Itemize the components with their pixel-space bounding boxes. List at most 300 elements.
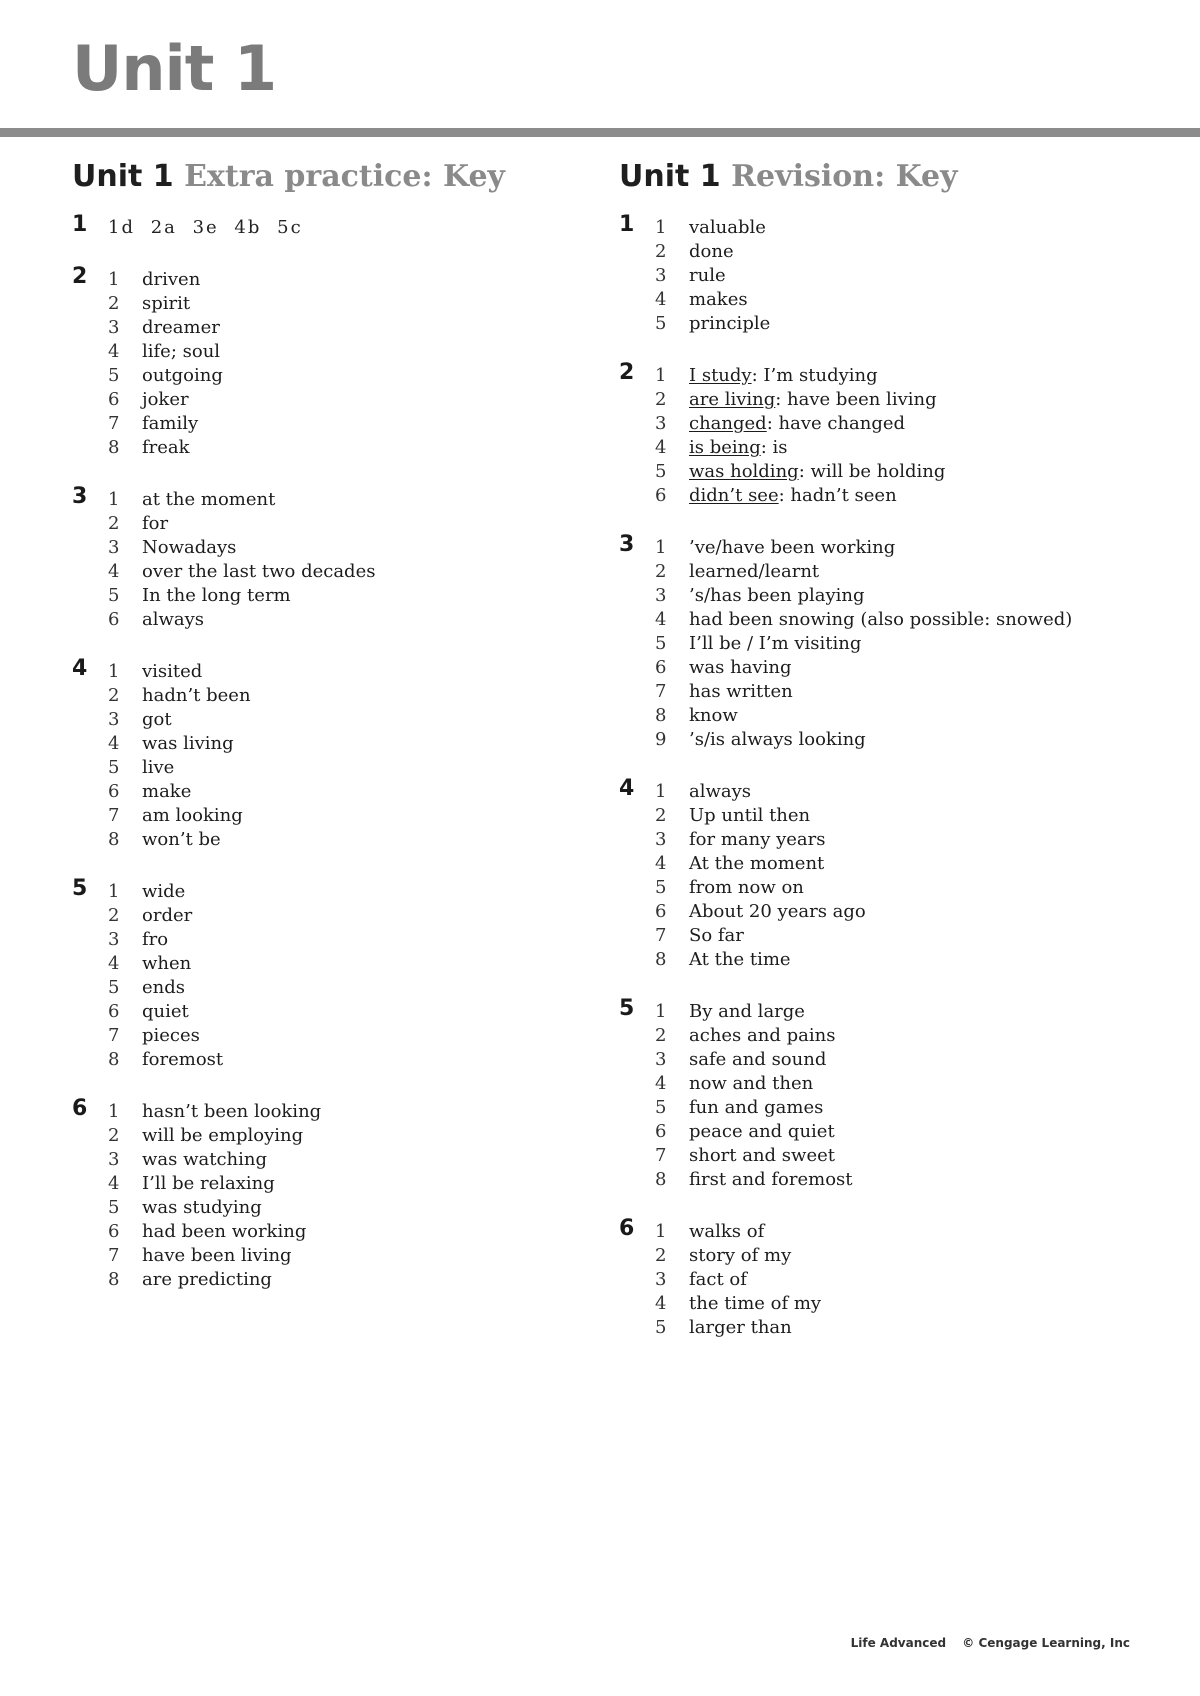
answer-item [108,904,592,928]
answer-text [689,240,734,264]
answer-item [655,560,1139,584]
answer-value: peace and quiet [689,1121,835,1142]
answer-text [689,1048,826,1072]
answer-text [142,412,198,436]
answer-text [142,388,189,412]
answer-value: always [142,609,205,630]
answer-text [689,632,861,656]
answer-text [142,488,275,512]
underlined-answer: changed [689,413,767,434]
answer-item [108,436,592,460]
item-number: 6 [108,781,120,802]
answer-text [689,436,788,460]
item-number: 8 [655,1169,667,1190]
answer-text [689,1244,791,1268]
answer-item [655,804,1139,828]
answer-item [655,388,1139,412]
answer-value: done [689,241,734,262]
answer-value: know [689,705,738,726]
answer-value: story of my [689,1245,792,1266]
item-number: 7 [108,1025,120,1046]
answer-item [108,780,592,804]
answer-sections [72,212,592,1292]
extra-practice-key-column [72,158,592,1320]
answer-text [689,1220,764,1244]
answer-value: always [689,781,752,802]
item-number: 5 [108,1197,120,1218]
answer-item [108,340,592,364]
answer-item [108,732,592,756]
answer-item [108,756,592,780]
answer-item [108,880,592,904]
answer-value: was watching [142,1149,268,1170]
answer-text [142,904,192,928]
answer-value: In the long term [142,585,291,606]
item-number: 3 [655,1269,667,1290]
answer-value: Up until then [689,805,811,826]
answer-text [689,264,726,288]
item-number: 3 [655,1049,667,1070]
footer-copyright: © Cengage Learning, Inc [962,1636,1130,1650]
answer-value: About 20 years ago [689,901,866,922]
answer-value: quiet [142,1001,189,1022]
answer-item [108,292,592,316]
item-number: 8 [655,949,667,970]
item-number: 1 [655,537,667,558]
item-number: 4 [655,853,667,874]
exercise-number: 3 [619,532,635,557]
item-number: 5 [655,633,667,654]
answer-item [108,1000,592,1024]
answer-value: principle [689,313,771,334]
answer-item [655,1244,1139,1268]
answer-value: was having [689,657,792,678]
exercise-section [619,776,1139,972]
answer-text [689,1096,823,1120]
answer-item [655,1268,1139,1292]
exercise-number: 2 [619,360,635,385]
answer-value: had been snowing (also possible: snowed) [689,609,1073,630]
answer-text [689,1292,821,1316]
answer-value: short and sweet [689,1145,835,1166]
answer-item [655,1000,1139,1024]
revision-heading [619,158,1139,196]
answer-item [108,952,592,976]
answer-value: won’t be [142,829,221,850]
exercise-number: 6 [72,1096,88,1121]
item-number: 4 [655,1073,667,1094]
answer-value: foremost [142,1049,224,1070]
answer-value: makes [689,289,748,310]
answer-value: ’s/has been playing [689,585,865,606]
exercise-section [619,1216,1139,1340]
answer-item [108,412,592,436]
item-number: 5 [655,1317,667,1338]
answer-text [142,756,174,780]
answer-item [108,660,592,684]
exercise-number: 1 [619,212,635,237]
answer-text [142,536,236,560]
answer-value: dreamer [142,317,220,338]
answer-item [655,728,1139,752]
item-number: 3 [108,709,120,730]
answer-value: from now on [689,877,804,898]
exercise-section [72,484,592,632]
answer-text [142,684,251,708]
answer-sections [619,212,1139,1340]
answer-item [108,488,592,512]
answer-text [689,288,748,312]
item-number: 4 [108,341,120,362]
item-number: 2 [655,1025,667,1046]
answer-item [108,1172,592,1196]
answer-item [655,1096,1139,1120]
answer-text [142,584,291,608]
item-number: 2 [108,905,120,926]
item-number: 9 [655,729,667,750]
answer-text [689,680,793,704]
answer-value: ’s/is always looking [689,729,866,750]
item-number: 1 [655,1221,667,1242]
answer-item [108,584,592,608]
item-number: 8 [655,705,667,726]
answer-item [655,828,1139,852]
answer-text [689,1144,835,1168]
item-number: 4 [655,609,667,630]
exercise-section [619,532,1139,752]
answer-value: At the moment [689,853,825,874]
answer-text [142,340,220,364]
item-number: 6 [655,901,667,922]
answer-value: larger than [689,1317,792,1338]
answer-value: I’ll be relaxing [142,1173,275,1194]
item-number: 2 [655,241,667,262]
answer-text [689,1316,792,1340]
item-number: 3 [108,317,120,338]
answer-value: I’ll be / I’m visiting [689,633,862,654]
answer-text [142,1048,223,1072]
answer-value: valuable [689,217,766,238]
item-number: 7 [108,413,120,434]
item-number: 5 [655,313,667,334]
answer-value: has written [689,681,793,702]
answer-value: rule [689,265,726,286]
answer-text [142,928,168,952]
answer-text [142,1148,267,1172]
answer-item [655,240,1139,264]
answer-item [108,1196,592,1220]
answer-item [655,704,1139,728]
answer-text [689,584,865,608]
item-number: 6 [655,657,667,678]
underlined-answer: I study [689,365,752,386]
answer-value: : have been living [775,389,937,410]
item-number: 4 [655,437,667,458]
answer-value: driven [142,269,201,290]
item-number: 6 [655,485,667,506]
answer-value: hadn’t been [142,685,251,706]
answer-text [142,804,243,828]
answer-text [689,704,738,728]
answer-text [689,924,744,948]
answer-text [142,316,220,340]
answer-item [108,1024,592,1048]
answer-value: : I’m studying [751,365,878,386]
answer-text [142,708,172,732]
exercise-section [72,876,592,1072]
answer-value: over the last two decades [142,561,376,582]
answer-item [655,608,1139,632]
exercise-section [72,1096,592,1292]
answer-text [689,948,791,972]
answer-item [655,1292,1139,1316]
answer-value: am looking [142,805,243,826]
answer-value: By and large [689,1001,805,1022]
answer-item [655,680,1139,704]
item-number: 3 [655,413,667,434]
item-number: 5 [108,757,120,778]
item-number: 5 [655,461,667,482]
answer-item [655,656,1139,680]
item-number: 4 [655,1293,667,1314]
item-number: 1 [655,781,667,802]
answer-value: family [142,413,199,434]
item-number: 7 [655,1145,667,1166]
answer-value: joker [142,389,189,410]
item-number: 2 [108,685,120,706]
answer-value: Nowadays [142,537,237,558]
answer-item [655,264,1139,288]
item-number: 6 [108,609,120,630]
answer-value: now and then [689,1073,814,1094]
answer-value: fro [142,929,169,950]
item-number: 4 [108,1173,120,1194]
exercise-section [72,656,592,852]
answer-text [689,780,751,804]
answer-item [108,1100,592,1124]
answer-value: learned/learnt [689,561,820,582]
item-number: 5 [108,585,120,606]
item-number: 4 [108,561,120,582]
answer-value: will be employing [142,1125,304,1146]
answer-value: got [142,709,172,730]
answer-value: fun and games [689,1097,824,1118]
item-number: 1 [108,269,120,290]
answer-text [142,1100,321,1124]
item-number: 1 [108,489,120,510]
answer-item [108,560,592,584]
answer-value: life; soul [142,341,221,362]
answer-text [142,1000,189,1024]
exercise-number: 3 [72,484,88,509]
answer-text [689,900,866,924]
answer-item [655,436,1139,460]
answer-text [689,656,791,680]
answer-value: was living [142,733,234,754]
exercise-number: 6 [619,1216,635,1241]
answer-value: freak [142,437,190,458]
exercise-section [72,212,592,240]
answer-text [142,660,202,684]
item-number: 3 [655,585,667,606]
item-number: 3 [655,829,667,850]
answer-item [655,1144,1139,1168]
header-rule [0,128,1200,137]
item-number: 5 [108,365,120,386]
answer-text [689,1268,747,1292]
item-number: 6 [108,389,120,410]
answer-item [108,976,592,1000]
answer-item [108,512,592,536]
answer-value: live [142,757,175,778]
answer-text [142,1024,200,1048]
exercise-section [619,996,1139,1192]
answer-value: fact of [689,1269,747,1290]
answer-text [142,512,168,536]
answer-item [108,268,592,292]
answer-item [655,364,1139,388]
answer-item [655,1220,1139,1244]
item-number: 2 [655,1245,667,1266]
item-number: 2 [655,561,667,582]
answer-value: have been living [142,1245,292,1266]
answer-value: spirit [142,293,191,314]
answer-item [655,900,1139,924]
answer-text [142,1220,306,1244]
exercise-section [619,212,1139,336]
answer-value: for many years [689,829,826,850]
answer-text [689,728,866,752]
answer-text [142,780,191,804]
item-number: 5 [108,977,120,998]
answer-value: : will be holding [798,461,946,482]
item-number: 8 [108,437,120,458]
answer-item [108,1048,592,1072]
exercise-number: 5 [72,876,88,901]
item-number: 4 [655,289,667,310]
answer-text [689,560,819,584]
answer-value: make [142,781,192,802]
heading-subtitle: Revision: Key [731,159,958,194]
answer-item [655,876,1139,900]
answer-text [689,484,897,508]
answer-item [108,388,592,412]
footer-book-title: Life Advanced [850,1636,947,1650]
exercise-number: 4 [72,656,88,681]
answer-item [655,1120,1139,1144]
item-number: 8 [108,1269,120,1290]
underlined-answer: was holding [689,461,799,482]
answer-item [108,316,592,340]
item-number: 1 [655,365,667,386]
answer-item [655,1024,1139,1048]
answer-value: : have changed [766,413,906,434]
item-number: 1 [108,881,120,902]
answer-item [655,1168,1139,1192]
item-number: 7 [108,805,120,826]
item-number: 7 [655,925,667,946]
item-number: 4 [108,953,120,974]
answer-item [655,780,1139,804]
answer-value: ’ve/have been working [689,537,896,558]
extra-practice-heading [72,158,592,196]
item-number: 8 [108,829,120,850]
answer-item [108,928,592,952]
answer-item [108,1268,592,1292]
answer-value: So far [689,925,744,946]
item-number: 7 [655,681,667,702]
answer-text [689,828,826,852]
answer-item [655,484,1139,508]
answer-text [142,436,190,460]
answer-value: ends [142,977,186,998]
answer-value: are predicting [142,1269,272,1290]
answer-text [142,1196,262,1220]
item-number: 3 [108,929,120,950]
exercise-number: 2 [72,264,88,289]
answer-item [108,1244,592,1268]
answer-item [108,364,592,388]
answer-text [689,876,804,900]
answer-text [689,852,824,876]
answer-value: wide [142,881,186,902]
answer-item [108,684,592,708]
answer-text [689,1024,835,1048]
exercise-section [72,264,592,460]
answer-value: when [142,953,192,974]
exercise-number: 5 [619,996,635,1021]
answer-value: for [142,513,169,534]
underlined-answer: didn’t see [689,485,779,506]
answer-item [108,804,592,828]
item-number: 2 [108,513,120,534]
item-number: 5 [655,877,667,898]
answer-text [142,292,190,316]
exercise-number: 4 [619,776,635,801]
answer-text [689,804,810,828]
underlined-answer: are living [689,389,776,410]
answer-value: first and foremost [689,1169,853,1190]
answer-value: At the time [689,949,791,970]
answer-text [689,364,878,388]
underlined-answer: is being [689,437,761,458]
answer-value: safe and sound [689,1049,827,1070]
answer-value: order [142,905,193,926]
answer-text [689,412,905,436]
item-number: 2 [108,293,120,314]
answer-item [108,1220,592,1244]
item-number: 3 [108,537,120,558]
answer-item [108,828,592,852]
item-number: 6 [655,1121,667,1142]
answer-value: : hadn’t seen [778,485,897,506]
answer-text [142,1268,272,1292]
answer-value: : is [760,437,788,458]
item-number: 5 [655,1097,667,1118]
item-number: 1 [655,217,667,238]
answer-text [689,1000,805,1024]
answer-item [655,632,1139,656]
item-number: 2 [655,389,667,410]
exercise-number: 1 [72,212,88,237]
answer-item [108,1148,592,1172]
heading-subtitle: Extra practice: Key [184,159,505,194]
answer-item [655,412,1139,436]
item-number: 8 [108,1049,120,1070]
heading-unit-label: Unit 1 [619,159,721,194]
item-number: 3 [655,265,667,286]
answer-item [655,1048,1139,1072]
